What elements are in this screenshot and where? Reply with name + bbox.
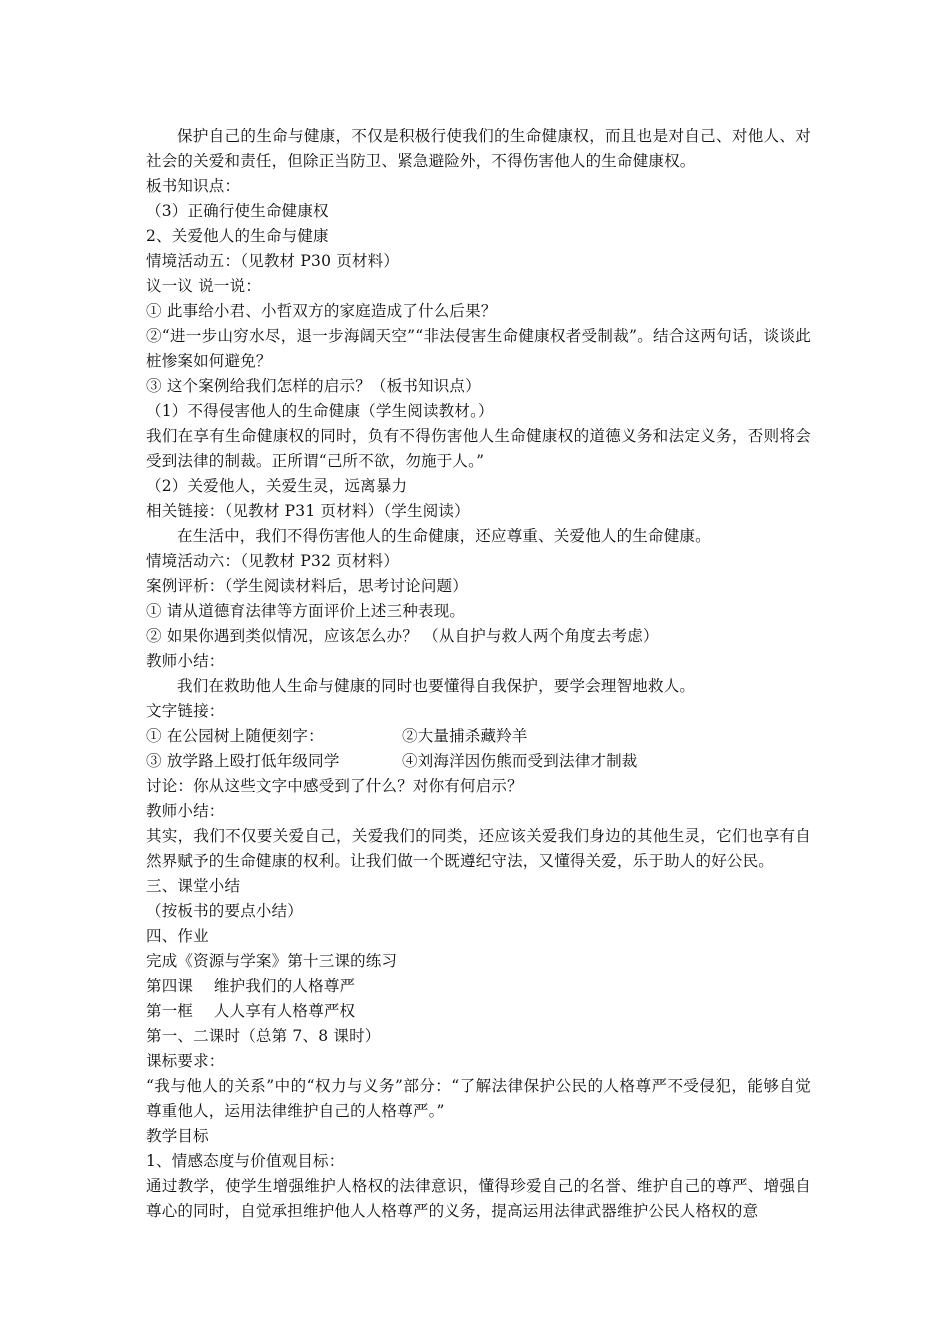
paragraph: “我与他人的关系”中的“权力与义务”部分：“了解法律保护公民的人格尊严不受侵犯，能够自觉尊重他人，运用法律维护自己的人格尊严。” [146,1077,811,1120]
teacher-summary-heading: 教师小结： [146,652,225,670]
homework: 完成《资源与学案》第十三课的练习 [146,952,398,970]
activity-5: 情境活动五：（见教材 P30 页材料） [146,252,400,270]
point-1: （1）不得侵害他人的生命健康（学生阅读教材。） [146,402,494,420]
text-link-item: ②大量捕杀藏羚羊 [402,727,528,745]
paragraph: 在生活中，我们不得伤害他人的生命健康，还应尊重、关爱他人的生命健康。 [177,527,711,545]
paragraph: 其实，我们不仅要关爱自己，关爱我们的同类，还应该关爱我们身边的其他生灵，它们也享有自然界赋予的生命健康的权利。让我们做一个既遵纪守法，又懂得关爱，乐于助人的好公民。 [146,827,811,870]
text-link-item: ④刘海洋因伤熊而受到法律才制裁 [402,752,638,770]
goal-1-heading: 1、情感态度与价值观目标： [146,1152,345,1170]
curriculum-heading: 课标要求： [146,1052,225,1070]
document-page [146,124,811,1224]
question-1: ① 此事给小君、小哲双方的家庭造成了什么后果？ [146,302,497,320]
paragraph: 通过教学，使学生增强维护人格权的法律意识，懂得珍爱自己的名誉、维护自己的尊严、增强自尊心的同时，自觉承担维护他人人格尊严的义务，提高运用法律武器维护公民人格权的意 [146,1177,811,1220]
question-2: ②“进一步山穷水尽，退一步海阔天空”“非法侵害生命健康权者受制裁”。结合这两句话，谈谈此桩惨案如何避免？ [146,327,811,370]
related-link: 相关链接：（见教材 P31 页材料）（学生阅读） [146,502,470,520]
text-link-row [146,749,811,774]
text-link-row [146,724,811,749]
text-link-item: ③ 放学路上殴打低年级同学 [146,752,340,770]
section-heading-3: 三、课堂小结 [146,877,241,895]
teacher-summary-heading: 教师小结： [146,802,225,820]
text-link-item: ① 在公园树上随便刻字： [146,727,324,745]
frame-title: 第一框 人人享有人格尊严权 [146,1002,356,1020]
question-3: ③ 这个案例给我们怎样的启示？（板书知识点） [146,377,481,395]
paragraph: 我们在救助他人生命与健康的同时也要懂得自我保护，要学会理智地救人。 [177,677,696,695]
activity-6: 情境活动六：（见教材 P32 页材料） [146,552,400,570]
class-hours: 第一、二课时（总第 7、8 课时） [146,1027,381,1045]
paragraph: 保护自己的生命与健康，不仅是积极行使我们的生命健康权，而且也是对自己、对他人、对社会的关爱和责任，但除正当防卫、紧急避险外，不得伤害他人的生命健康权。 [146,127,811,170]
case-question-2: ② 如果你遇到类似情况，应该怎么办？ （从自护与救人两个角度去考虑） [146,627,659,645]
paragraph: 我们在享有生命健康权的同时，负有不得伤害他人生命健康权的道德义务和法定义务，否则将会受到法律的制裁。正所谓“己所不欲，勿施于人。” [146,427,811,470]
lesson-title: 第四课 维护我们的人格尊严 [146,977,356,995]
case-analysis: 案例评析：（学生阅读材料后，思考讨论问题） [146,577,468,595]
discussion: 讨论：你从这些文字中感受到了什么？对你有何启示？ [146,777,523,795]
point-3: （3）正确行使生命健康权 [146,202,329,220]
section-heading-4: 四、作业 [146,927,209,945]
heading-board-points: 板书知识点： [146,177,241,195]
text-link-heading: 文字链接： [146,702,225,720]
point-2: （2）关爱他人，关爱生灵，远离暴力 [146,477,408,495]
discussion-heading: 议一议 说一说： [146,277,262,295]
summary-note: （按板书的要点小结） [146,902,304,920]
case-question-1: ① 请从道德育法律等方面评价上述三种表现。 [146,602,466,620]
section-heading-2: 2、关爱他人的生命与健康 [146,227,329,245]
goals-heading: 教学目标 [146,1127,209,1145]
